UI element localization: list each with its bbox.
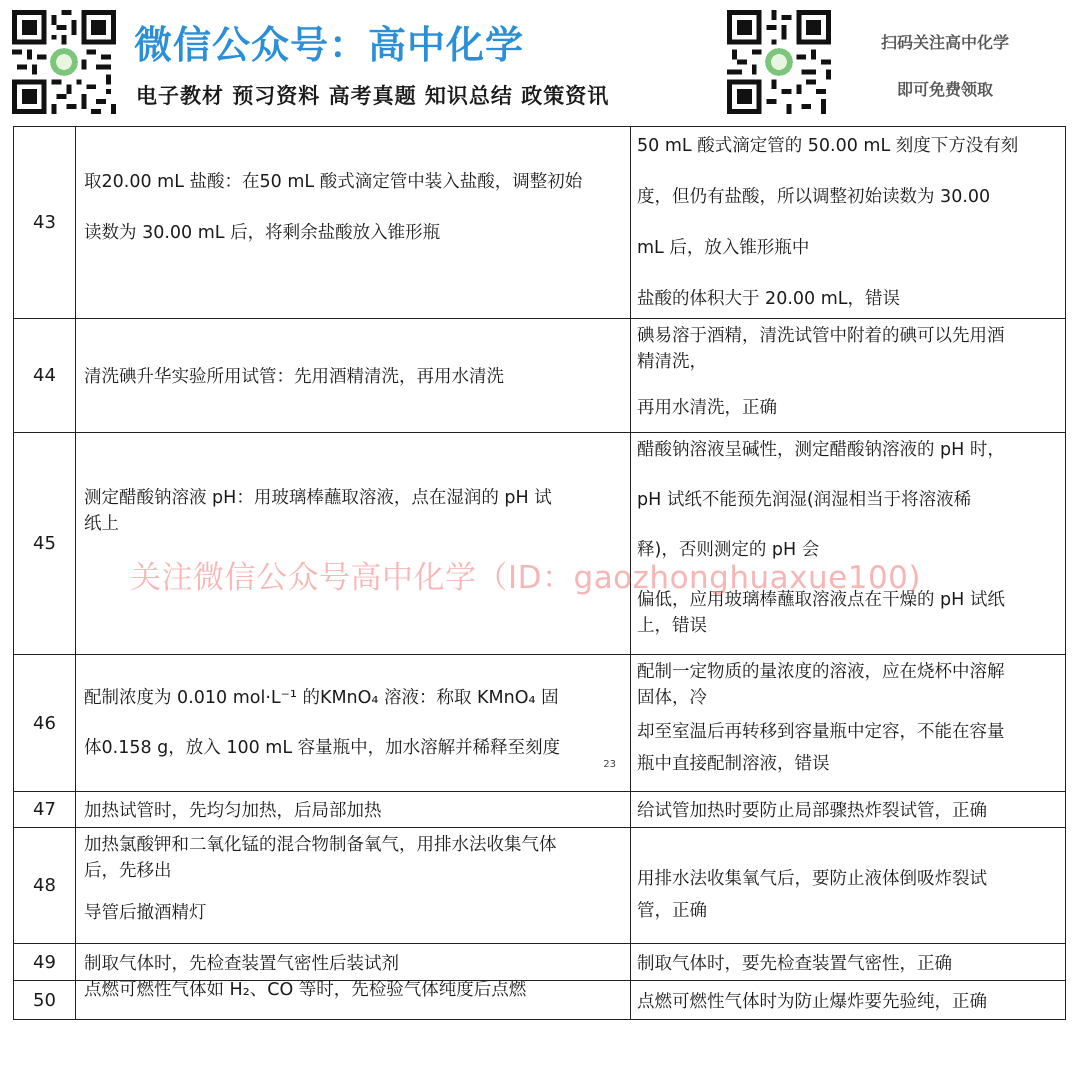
question-line: 测定醋酸钠溶液 pH：用玻璃棒蘸取溶液，点在湿润的 pH 试 <box>84 488 552 508</box>
question-line: 体0.158 g，放入 100 mL 容量瓶中，加水溶解并稀释至刻度 <box>84 738 561 758</box>
row-number: 45 <box>14 433 76 654</box>
qr-code-right <box>727 10 831 114</box>
answer-line: 管，正确 <box>637 901 707 921</box>
question-cell <box>76 319 631 432</box>
answer-cell <box>631 792 1066 827</box>
answer-line: 制取气体时，要先检查装置气密性，正确 <box>637 953 952 974</box>
row-number: 50 <box>14 981 76 1019</box>
answer-line: 用排水法收集氧气后，要防止液体倒吸炸裂试 <box>637 869 987 889</box>
question-line: 后，先移出 <box>84 861 172 881</box>
row-number: 48 <box>14 828 76 943</box>
answer-line: 上，错误 <box>637 616 707 636</box>
question-line: 加热试管时，先均匀加热，后局部加热 <box>84 801 382 821</box>
answer-line: 却至室温后再转移到容量瓶中定容，不能在容量 <box>637 722 1005 742</box>
promo-scan-text: 扫码关注高中化学 <box>880 33 1009 52</box>
answer-cell <box>631 127 1066 318</box>
footnote-number: 23 <box>603 759 616 770</box>
question-cell <box>76 655 631 791</box>
row-number: 47 <box>14 792 76 827</box>
answer-line: 固体，冷 <box>637 688 707 708</box>
promo-free-text: 即可免费领取 <box>896 80 993 99</box>
account-title: 微信公众号：高中化学 <box>134 23 525 67</box>
answer-line: 碘易溶于酒精，清洗试管中附着的碘可以先用酒 <box>637 326 1005 346</box>
table-row <box>14 792 1066 828</box>
row-number: 44 <box>14 319 76 432</box>
question-line: 制取气体时，先检查装置气密性后装试剂 <box>84 953 399 974</box>
answer-line: 醋酸钠溶液呈碱性，测定醋酸钠溶液的 pH 时， <box>637 440 1005 460</box>
answer-line: 精清洗， <box>637 352 707 372</box>
watermark-text: 关注微信公众号高中化学（ID：gaozhonghuaxue100) <box>130 560 921 596</box>
answer-line: 度，但仍有盐酸，所以调整初始读数为 30.00 <box>637 187 991 207</box>
table-row <box>14 828 1066 944</box>
question-cell <box>76 981 631 1019</box>
answer-cell <box>631 944 1066 980</box>
chemistry-table <box>13 126 1066 1020</box>
answer-cell <box>631 319 1066 432</box>
question-cell <box>76 828 631 943</box>
table-row <box>14 655 1066 792</box>
question-cell <box>76 792 631 827</box>
table-row <box>14 319 1066 433</box>
question-cell <box>76 127 631 318</box>
answer-line: 释)，否则测定的 pH 会 <box>637 540 820 560</box>
answer-line: pH 试纸不能预先润湿(润湿相当于将溶液稀 <box>637 490 972 510</box>
question-cell <box>76 944 631 980</box>
question-line: 加热氯酸钾和二氧化锰的混合物制备氧气，用排水法收集气体 <box>84 835 557 855</box>
answer-line: 给试管加热时要防止局部骤热炸裂试管，正确 <box>637 801 987 821</box>
row-number: 49 <box>14 944 76 980</box>
table-row <box>14 127 1066 319</box>
table-row <box>14 433 1066 655</box>
resource-tags: 电子教材 预习资料 高考真题 知识总结 政策资讯 <box>136 84 610 108</box>
question-line: 取20.00 mL 盐酸：在50 mL 酸式滴定管中装入盐酸，调整初始 <box>84 172 583 192</box>
row-number: 43 <box>14 127 76 318</box>
row-number: 46 <box>14 655 76 791</box>
answer-cell <box>631 655 1066 791</box>
question-line: 配制浓度为 0.010 mol·L⁻¹ 的KMnO₄ 溶液：称取 KMnO₄ 固 <box>84 688 559 708</box>
table-row <box>14 981 1066 1020</box>
answer-cell <box>631 433 1066 654</box>
answer-line: 瓶中直接配制溶液，错误 <box>637 754 830 774</box>
table-row <box>14 944 1066 981</box>
answer-line: 再用水清洗，正确 <box>637 398 777 418</box>
answer-line: mL 后，放入锥形瓶中 <box>637 238 810 258</box>
question-line: 导管后撤酒精灯 <box>84 903 207 923</box>
answer-line: 点燃可燃性气体时为防止爆炸要先验纯，正确 <box>637 991 987 1012</box>
answer-line: 偏低，应用玻璃棒蘸取溶液点在干燥的 pH 试纸 <box>637 590 1005 610</box>
question-line: 点燃可燃性气体如 H₂、CO 等时，先检验气体纯度后点燃 <box>84 981 527 1000</box>
answer-cell <box>631 828 1066 943</box>
question-line: 清洗碘升华实验所用试管：先用酒精清洗，再用水清洗 <box>84 367 504 387</box>
question-cell <box>76 433 631 654</box>
answer-line: 配制一定物质的量浓度的溶液，应在烧杯中溶解 <box>637 662 1005 682</box>
answer-line: 盐酸的体积大于 20.00 mL，错误 <box>637 289 901 309</box>
answer-line: 50 mL 酸式滴定管的 50.00 mL 刻度下方没有刻 <box>637 136 1019 156</box>
question-line: 纸上 <box>84 514 119 534</box>
answer-cell <box>631 981 1066 1019</box>
qr-code-left <box>12 10 116 114</box>
question-line: 读数为 30.00 mL 后，将剩余盐酸放入锥形瓶 <box>84 223 441 243</box>
